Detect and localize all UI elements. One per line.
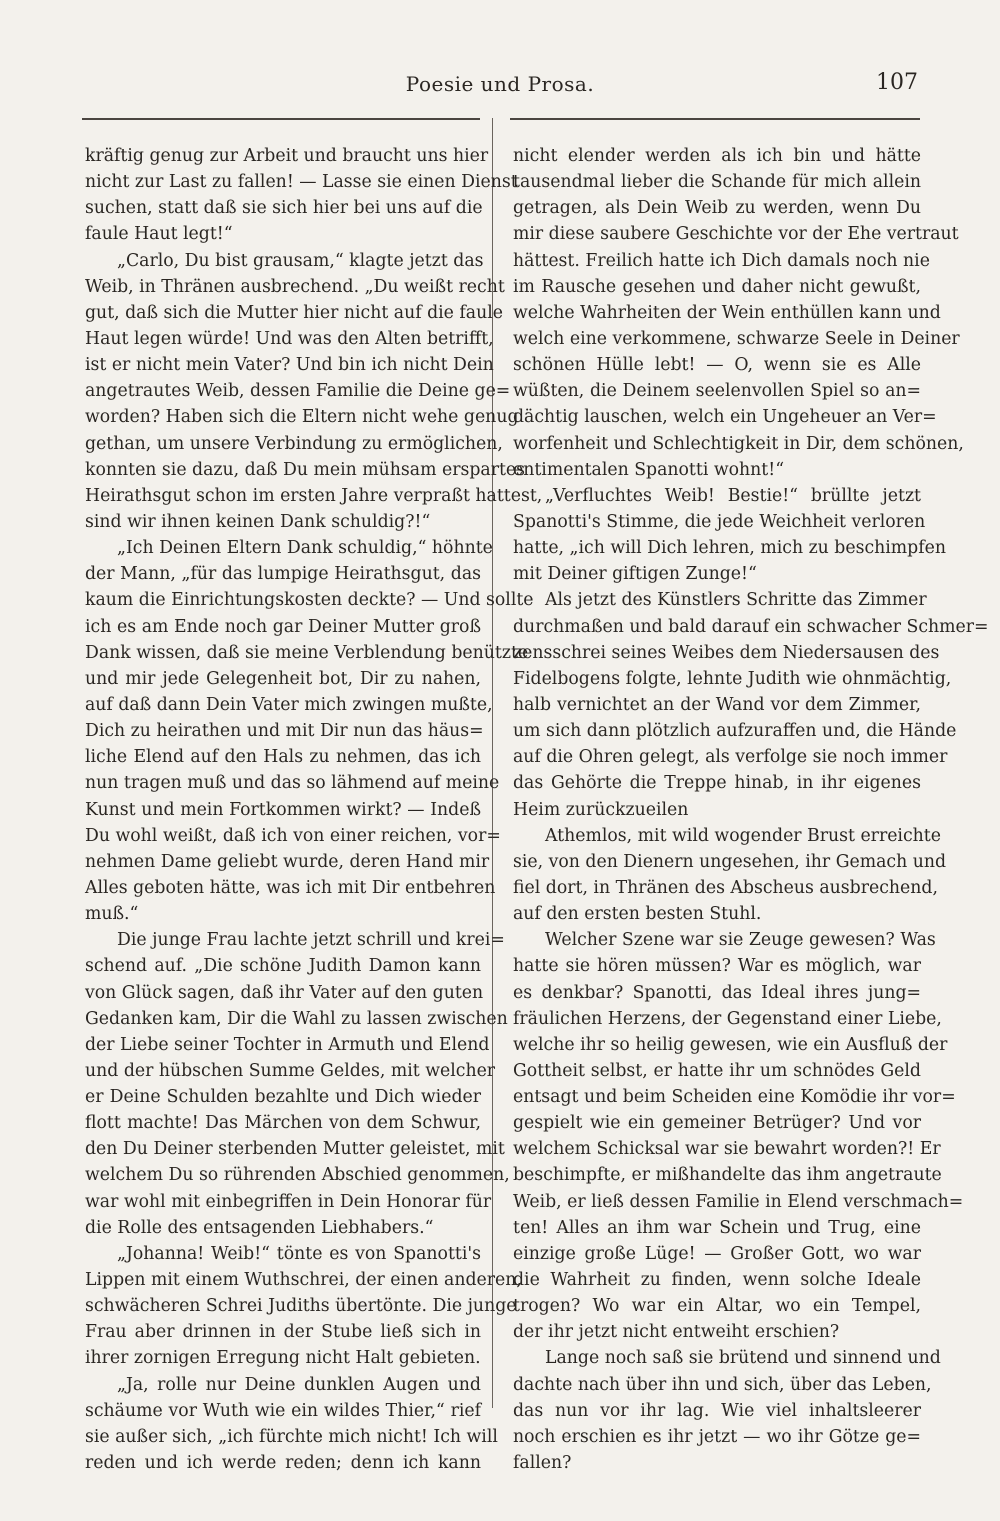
text-line: von Glück sagen, daß ihr Vater auf den guten <box>85 982 484 1003</box>
text-line: fiel dort, in Thränen des Abscheus ausbrechend, <box>513 877 938 898</box>
text-line: das Gehörte die Treppe hinab, in ihr eigenes <box>513 773 921 794</box>
text-line: Heim zurückzueilen <box>513 799 689 820</box>
running-title: Poesie und Prosa. <box>405 72 595 96</box>
text-line: entsagt und beim Scheiden eine Komödie ihr vor= <box>513 1087 956 1108</box>
text-line: zensschrei seines Weibes dem Niedersausen des <box>513 642 940 663</box>
text-line: schend auf. „Die schöne Judith Damon kann <box>85 956 481 977</box>
text-line: halb vernichtet an der Wand vor dem Zimmer, <box>513 694 921 715</box>
text-line: kaum die Einrichtungskosten deckte? — Und sollte <box>85 590 534 611</box>
text-line: nicht elender werden als ich bin und hätte <box>513 146 921 166</box>
text-line: schäume vor Wuth wie ein wildes Thier,“ rief <box>85 1400 481 1421</box>
text-line: Gedanken kam, Dir die Wahl zu lassen zwischen <box>85 1008 508 1029</box>
text-line: worfenheit und Schlechtigkeit in Dir, dem schönen, <box>513 433 964 454</box>
text-line: noch erschien es ihr jetzt — wo ihr Götze ge= <box>513 1426 921 1447</box>
text-line: auf die Ohren gelegt, als verfolge sie noch immer <box>513 747 948 768</box>
text-line: der Liebe seiner Tochter in Armuth und Elend <box>85 1034 490 1055</box>
text-line: er Deine Schulden bezahlte und Dich wieder <box>85 1087 481 1108</box>
text-line: Dank wissen, daß sie meine Verblendung benützte <box>85 642 529 663</box>
text-line: angetrautes Weib, dessen Familie die Deine ge= <box>85 381 511 402</box>
text-line: dächtig lauschen, welch ein Ungeheuer an Ver= <box>513 407 937 428</box>
text-line: muß.“ <box>85 904 139 925</box>
text-line: Weib, in Thränen ausbrechend. „Du weißt recht <box>85 276 505 297</box>
text-line: Lange noch saß sie brütend und sinnend und <box>545 1348 941 1369</box>
right-text-column <box>513 143 989 1476</box>
text-line: durchmaßen und bald darauf ein schwacher Schmer= <box>513 616 989 637</box>
text-line: und mir jede Gelegenheit bot, Dir zu nahen, <box>85 668 481 689</box>
text-line: welchem Schicksal war sie bewahrt worden?! Er <box>513 1139 941 1160</box>
text-line: flott machte! Das Märchen von dem Schwur, <box>85 1113 481 1134</box>
text-line: Heirathsgut schon im ersten Jahre verpraßt hattest, <box>85 485 543 506</box>
text-line: Weib, er ließ dessen Familie in Elend verschmach= <box>513 1191 964 1212</box>
text-line: ihrer zornigen Erregung nicht Halt gebieten. <box>85 1348 481 1369</box>
text-line: „Ja, rolle nur Deine dunklen Augen und <box>117 1374 481 1395</box>
text-line: Spanotti's Stimme, die jede Weichheit verloren <box>513 511 926 532</box>
text-line: welchem Du so rührenden Abschied genommen, <box>85 1165 510 1186</box>
text-line: der ihr jetzt nicht entweiht erschien? <box>513 1322 840 1343</box>
text-line: Athemlos, mit wild wogender Brust erreichte <box>545 825 941 846</box>
text-line: und der hübschen Summe Geldes, mit welcher <box>85 1060 496 1081</box>
text-line: mit Deiner giftigen Zunge!“ <box>513 564 757 585</box>
text-line: tausendmal lieber die Schande für mich allein <box>513 172 921 193</box>
text-line: konnten sie dazu, daß Du mein mühsam erspartes <box>85 459 525 480</box>
text-line: Alles geboten hätte, was ich mit Dir entbehren <box>85 877 496 898</box>
text-line: auf den ersten besten Stuhl. <box>513 904 762 925</box>
text-line: nicht zur Last zu fallen! — Lasse sie einen Dienst <box>85 172 518 193</box>
text-line: den Du Deiner sterbenden Mutter geleistet, mit <box>85 1139 505 1160</box>
text-line: Als jetzt des Künstlers Schritte das Zimmer <box>545 590 927 611</box>
text-line: das nun vor ihr lag. Wie viel inhaltsleerer <box>513 1400 921 1421</box>
text-line: getragen, als Dein Weib zu werden, wenn Du <box>513 198 921 219</box>
text-line: Fidelbogens folgte, lehnte Judith wie ohnmächtig, <box>513 668 952 689</box>
text-line: Lippen mit einem Wuthschrei, der einen anderen, <box>85 1270 522 1291</box>
text-line: mir diese saubere Geschichte vor der Ehe vertraut <box>513 224 959 245</box>
text-line: Die junge Frau lachte jetzt schrill und krei= <box>117 930 505 951</box>
text-line: die Wahrheit zu finden, wenn solche Ideale <box>513 1270 921 1291</box>
text-line: reden und ich werde reden; denn ich kann <box>85 1453 481 1474</box>
text-line: fräulichen Herzens, der Gegenstand einer Liebe, <box>513 1008 942 1029</box>
text-line: gethan, um unsere Verbindung zu ermöglichen, <box>85 433 503 454</box>
text-line: trogen? Wo war ein Altar, wo ein Tempel, <box>513 1296 921 1317</box>
text-line: faule Haut legt!“ <box>85 224 233 245</box>
text-line: wüßten, die Deinem seelenvollen Spiel so an= <box>513 381 921 402</box>
header-rule-left <box>82 118 480 120</box>
text-line: „Verfluchtes Weib! Bestie!“ brüllte jetzt <box>545 485 921 506</box>
text-line: gespielt wie ein gemeiner Betrüger? Und vor <box>513 1113 921 1134</box>
text-line: Kunst und mein Fortkommen wirkt? — Indeß <box>85 799 481 820</box>
text-line: der Mann, „für das lumpige Heirathsgut, das <box>85 564 481 585</box>
text-line: gut, daß sich die Mutter hier nicht auf die faule <box>85 302 503 323</box>
text-line: es denkbar? Spanotti, das Ideal ihres jung= <box>513 982 921 1003</box>
text-line: worden? Haben sich die Eltern nicht wehe genug <box>85 407 519 428</box>
text-line: Frau aber drinnen in der Stube ließ sich in <box>85 1322 481 1343</box>
text-line: nehmen Dame geliebt wurde, deren Hand mir <box>85 851 490 872</box>
text-line: hättest. Freilich hatte ich Dich damals noch nie <box>513 250 930 271</box>
text-line: „Carlo, Du bist grausam,“ klagte jetzt das <box>117 250 484 271</box>
text-line: ich es am Ende noch gar Deiner Mutter groß <box>85 616 481 637</box>
text-line: hatte sie hören müssen? War es möglich, war <box>513 956 921 977</box>
text-line: liche Elend auf den Hals zu nehmen, das ich <box>85 747 481 768</box>
text-line: welche Wahrheiten der Wein enthüllen kann und <box>513 302 941 323</box>
text-line: die Rolle des entsagenden Liebhabers.“ <box>85 1217 434 1238</box>
text-line: ten! Alles an ihm war Schein und Trug, eine <box>513 1217 921 1238</box>
text-line: Haut legen würde! Und was den Alten betrifft, <box>85 328 494 349</box>
text-line: sie, von den Dienern ungesehen, ihr Gemach und <box>513 851 947 872</box>
text-line: „Johanna! Weib!“ tönte es von Spanotti's <box>117 1243 481 1264</box>
text-line: sind wir ihnen keinen Dank schuldig?!“ <box>85 511 431 532</box>
text-line: suchen, statt daß sie sich hier bei uns auf die <box>85 198 483 219</box>
text-line: einzige große Lüge! — Großer Gott, wo war <box>513 1243 921 1264</box>
text-line: entimentalen Spanotti wohnt!“ <box>513 459 785 480</box>
text-line: schwächeren Schrei Judiths übertönte. Die junge <box>85 1296 517 1317</box>
text-line: schönen Hülle lebt! — O, wenn sie es Alle <box>513 355 921 376</box>
text-line: kräftig genug zur Arbeit und braucht uns hier <box>85 146 489 166</box>
text-line: dachte nach über ihn und sich, über das Leben, <box>513 1374 932 1395</box>
text-line: nun tragen muß und das so lähmend auf meine <box>85 773 500 794</box>
text-line: sie außer sich, „ich fürchte mich nicht! Ich will <box>85 1426 498 1447</box>
text-line: fallen? <box>513 1453 572 1474</box>
text-line: welche ihr so heilig gewesen, wie ein Ausfluß der <box>513 1034 948 1055</box>
text-line: auf daß dann Dein Vater mich zwingen mußte, <box>85 694 493 715</box>
left-text-column <box>85 143 543 1476</box>
text-line: im Rausche gesehen und daher nicht gewußt, <box>513 276 921 297</box>
page-number: 107 <box>876 70 918 95</box>
text-line: beschimpfte, er mißhandelte das ihm angetraute <box>513 1165 942 1186</box>
text-line: Dich zu heirathen und mit Dir nun das häus= <box>85 721 484 742</box>
text-line: Welcher Szene war sie Zeuge gewesen? Was <box>545 930 936 951</box>
text-line: Gottheit selbst, er hatte ihr um schnödes Geld <box>513 1060 921 1081</box>
text-line: „Ich Deinen Eltern Dank schuldig,“ höhnte <box>117 538 493 559</box>
text-line: ist er nicht mein Vater? Und bin ich nicht Dein <box>85 355 494 376</box>
text-line: Du wohl weißt, daß ich von einer reichen, vor= <box>85 825 501 846</box>
text-line: welch eine verkommene, schwarze Seele in Deiner <box>513 328 960 349</box>
text-line: war wohl mit einbegriffen in Dein Honorar für <box>85 1191 492 1212</box>
text-line: hatte, „ich will Dich lehren, mich zu beschimpfen <box>513 538 946 559</box>
header-rule-right <box>510 118 920 120</box>
text-line: um sich dann plötzlich aufzuraffen und, die Hände <box>513 721 957 742</box>
